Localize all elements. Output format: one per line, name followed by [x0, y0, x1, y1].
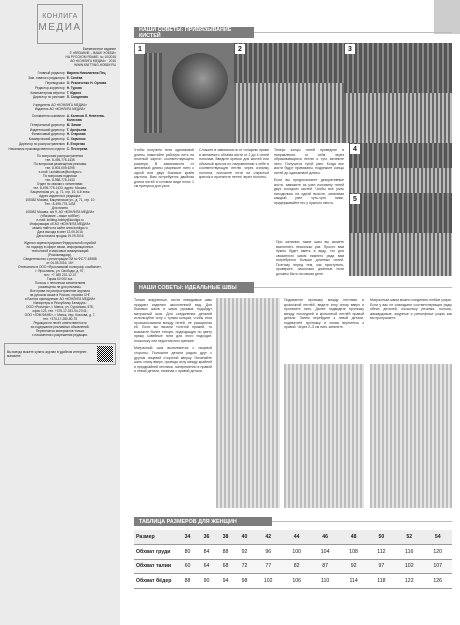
contact-line: По вопросам распространения — [37, 154, 83, 159]
staff-name: Л. Солдатова — [66, 95, 88, 100]
section-rule — [272, 521, 452, 522]
legal-line: по надзору в сфере связи, информационных — [26, 245, 94, 250]
measure-value: 112 — [368, 545, 395, 560]
fringe — [234, 83, 344, 143]
contact-line: Адрес издателя и редакции: — [39, 194, 81, 199]
measure-value: 106 — [282, 574, 310, 589]
logo-box — [37, 4, 83, 44]
photo-5 — [349, 193, 452, 276]
photo-number: 4 — [350, 144, 360, 154]
legal-line: с письменного разрешения редакции. — [31, 333, 89, 338]
measure-label: Обхват талии — [134, 559, 178, 574]
measure-value: 88 — [216, 545, 235, 560]
measure-value: 87 — [311, 559, 339, 574]
measure-value: 92 — [339, 559, 367, 574]
legal-line: от 04.05.2016. 16+ — [46, 261, 74, 266]
management-name: Е. Егоренко — [66, 141, 86, 146]
measure-value: 88 — [178, 574, 197, 589]
legal-line: ООО «ГОМ ФАНБ», г. Минск, пер. Козлова, д. 7, — [24, 313, 96, 318]
size-cell: 52 — [395, 530, 423, 545]
measure-value: 92 — [235, 545, 254, 560]
size-header-label: Размер — [134, 530, 178, 545]
staff-role: Переводчики — [45, 80, 65, 85]
size-cell: 44 — [282, 530, 310, 545]
contact-line: можно найти на сайте www.konliga.ru — [32, 226, 88, 231]
legal-line: офис 123, тел. +375-17-331-94-27/41; — [32, 309, 88, 314]
text-column — [134, 298, 212, 508]
imprint-header — [4, 47, 116, 67]
measure-value: 77 — [254, 559, 282, 574]
management-row — [4, 114, 116, 123]
imprint-line: АО «КОНЛИГА МЕДИА» · 2016 — [70, 59, 116, 63]
contact-line: e-mail: i.soldatova@konliga.ru — [38, 170, 82, 175]
management-row — [4, 146, 116, 151]
text-column — [284, 298, 364, 360]
text-column — [134, 148, 194, 278]
contact-line: («Вязание – ваше хобби») — [40, 214, 80, 219]
knit-strip — [144, 53, 162, 133]
measure-value: 96 — [254, 545, 282, 560]
measure-value: 114 — [339, 574, 367, 589]
measure-value: 80 — [178, 545, 197, 560]
contact-line: e-mail: knitting-hobby@konliga.ru — [36, 218, 84, 223]
photo-number: 3 — [345, 44, 355, 54]
imprint-line: © «ВЯЗАНИЕ – ВАШЕ ХОББИ» — [69, 51, 116, 55]
contact-line: Отдел по связям с читателями: — [36, 182, 84, 187]
paragraph: Если вы предпочитаете декоративные кисти, завяжите из узел половину нитей двух соседних кистей. Чтобы все узлы находились на одной высоте, затягивая каждый узел чуть-чуть ниже, придерживайте его у нужного места. — [274, 178, 344, 206]
legal-line: технологий и массовых коммуникаций — [31, 249, 89, 254]
legal-block — [4, 241, 116, 337]
photo-number: 2 — [235, 44, 245, 54]
legal-line: Отпечатано в ООО «Ярославский полиграф. комбинат», — [18, 265, 102, 270]
qr-code-icon[interactable] — [97, 346, 113, 362]
legal-line: на русском языке в России, странах СНГ — [29, 293, 91, 298]
staff-role: Компьютерная вёрстка — [30, 90, 65, 95]
contact-line: По вопросам размещения рекламы — [33, 162, 87, 167]
size-cell: 42 — [254, 530, 282, 545]
size-table-title: ТАБЛИЦА РАЗМЕРОВ ДЛЯ ЖЕНЩИН — [134, 517, 272, 526]
legal-line: за содержание рекламных объявлений. — [30, 325, 90, 330]
photo-4 — [349, 143, 452, 193]
contact-line: Бакунинская ул., д. 71, стр. 10, 6-й этаж — [30, 190, 90, 195]
legal-line: тел. +375-17-280-80-75 — [42, 317, 78, 322]
management-name: С. Пестерева — [66, 146, 88, 151]
legal-line: г. Ярославль, ул. Свободы, д. 97, — [35, 269, 85, 274]
photo-1 — [134, 43, 234, 143]
legal-line: Полосы с неполным заполнением — [34, 281, 86, 286]
text-column — [276, 240, 344, 278]
measure-value: 102 — [254, 574, 282, 589]
paragraph: Теперь концы нитей проведите в направлении от себя через образовавшуюся петлю и туго затяните нити. Получится тугой узел. Когда все кисти будут привязаны, подрежьте концы нитей до одинаковой длины. — [274, 148, 344, 175]
photo-2 — [234, 43, 344, 143]
staff-role: Главный редактор — [37, 71, 65, 76]
size-header-row — [134, 530, 452, 545]
staff-name: О. Резниченко Н. Орлова — [66, 80, 107, 85]
measure-value: 110 — [311, 574, 339, 589]
staff-name: Марина Николаевна Пец — [66, 71, 106, 76]
contacts-block — [4, 154, 116, 238]
imprint-line: НА РУССКОМ ЯЗЫКЕ. № 10/2016 — [65, 55, 116, 59]
staff-table — [4, 71, 116, 100]
size-cell: 34 — [178, 530, 197, 545]
size-row — [134, 545, 452, 560]
management-role: Генеральный директор — [30, 122, 65, 127]
measure-value: 100 — [282, 545, 310, 560]
management-name: С. Харченко — [66, 137, 86, 142]
legal-line: Перепечатка материалов только — [35, 329, 85, 334]
contact-line: Дата выхода в свет 13.09.2016 — [37, 230, 83, 235]
management-role: Финансовый директор — [31, 132, 65, 137]
staff-role: Директор по рекламе — [32, 95, 65, 100]
legal-line: размещены не для рекламы. — [38, 285, 82, 290]
management-table — [4, 114, 116, 151]
paragraph: Подхватите протяжку между петлями и кромочной петлёй, ведите иглу снизу вверх и протяните нить. Далее подведите протяжку между последней и кромочной петлёй правой детали. Затем перейдите к левой детали, подхватите протяжку и снова вернитесь к правой. Через 2–3 см нить затяните. — [284, 298, 364, 330]
measure-value: 72 — [235, 559, 254, 574]
contact-line: тел. 8-495-775-1435 — [45, 158, 75, 163]
management-name: А. Колесов Л. Невтеева-Колесова — [66, 114, 105, 123]
measure-value: 122 — [395, 574, 423, 589]
qr-block[interactable] — [4, 343, 116, 365]
section-header-tassels — [134, 27, 452, 38]
measure-value: 64 — [197, 559, 216, 574]
section-header-seams — [134, 282, 452, 293]
main-content — [126, 0, 460, 625]
photo-number: 1 — [135, 44, 145, 54]
measure-value: 97 — [368, 559, 395, 574]
staff-name: Т. Юдина — [66, 90, 81, 95]
paragraph: Сложите в зависимости от толщины пряжи и желаемого объёма кисти от 2 до 4 нитей пополам. Введите крючок для кистей или обычный крючок по направлению к себе в соответствующую петлю через изнанку полотна, положите нити на открытый крючок и протяните петлю через полотно. — [199, 148, 269, 180]
legal-line: Свидетельство о регистрации ПИ № ФС77-63988 — [23, 257, 97, 262]
fringe — [349, 233, 452, 276]
paragraph: Матрасный шов выполняется с лицевой стороны. Положите детали рядом друг с другом лицевой стороной кверху. Начинайте шить снизу вверх, проводя иглу между крайней и предкрайней петлями, попеременно в правой и левой детали, начиная с правой детали. — [134, 346, 212, 374]
founder-block — [4, 103, 116, 111]
measure-value: 82 — [282, 559, 310, 574]
size-row — [134, 574, 452, 589]
management-name: Н. Старкова — [66, 132, 86, 137]
size-cell: 38 — [216, 530, 235, 545]
legal-line: Журнал зарегистрирован Федеральной службой — [23, 241, 97, 246]
legal-line: Редакция не несёт ответственности — [33, 321, 87, 326]
legal-line: и Балтии принадлежат АО «КОНЛИГА МЕДИА» — [24, 297, 96, 302]
fringe — [344, 93, 452, 143]
measure-value: 60 — [178, 559, 197, 574]
paragraph: Матрасным швом можно соединять любые узоры. Если у вас не совпадают соответствующие ряды обеих деталей, поскольку резинка, полосы, жаккардовые, ажурные и рельефные узоры как вы пропускаете. — [370, 298, 452, 321]
contact-line: Для писем: — [51, 206, 69, 211]
contact-line: Информация об АО «КОНЛИГА МЕДИА» — [29, 222, 91, 227]
section-rule — [254, 287, 452, 288]
measure-value: 102 — [395, 559, 423, 574]
measure-value: 108 — [339, 545, 367, 560]
measure-value: 98 — [235, 574, 254, 589]
text-column — [199, 148, 269, 278]
size-cell: 48 — [339, 530, 367, 545]
measure-value: 120 — [423, 545, 452, 560]
seam-illustration-2 — [284, 364, 364, 508]
contact-line: По вопросам подписки — [43, 174, 77, 179]
legal-line: Все права на распространение журнала — [30, 289, 90, 294]
contact-line: Тел.: 8-495-775-1433 — [44, 202, 76, 207]
paragraph: Только аккуратные, почти невидимые швы придают изделию законченный вид. Для боковых швов и швов рукавов подойдут матрасный шов. Для соединения деталей используйте иглу с тупым концом, чтобы игла проскальзывала между нитей, не расщепляя её. Если вы вязали толстой пряжей, то возьмите более тонкую, подходящую по цвету пряжу. Швейные нити для этого подходят, поскольку они недостаточно крепкие. — [134, 298, 212, 343]
contact-line: тел. 8-903-009-6295 — [45, 166, 75, 171]
measure-value: 84 — [197, 545, 216, 560]
imprint-line: Ежемесячное издание — [82, 47, 116, 51]
qr-text: Вы всегда можете купить журнал в удобном интернет-магазине — [7, 350, 88, 359]
yarn-ball-icon — [172, 53, 228, 109]
staff-row — [4, 95, 116, 100]
size-row — [134, 559, 452, 574]
staff-role: Редактор-корректор — [35, 85, 65, 90]
fringe — [349, 168, 452, 193]
founder-line: Учредитель АО «КОНЛИГА МЕДИА» — [32, 102, 88, 107]
measure-value: 104 — [311, 545, 339, 560]
section-rule — [254, 32, 452, 33]
size-cell: 46 — [311, 530, 339, 545]
contact-line: тел. 8-495-775-1433, адрес: Москва, — [33, 186, 87, 191]
seam-illustration-1 — [216, 298, 280, 508]
contact-line: 105082 Москва, Бакунинская ул., д. 71, стр. 10 — [25, 198, 95, 203]
size-table — [134, 530, 452, 589]
legal-line: Тираж 60 000 экз. — [46, 277, 74, 282]
measure-value: 116 — [395, 545, 423, 560]
legal-line: (Роскомнадзор). — [47, 253, 73, 258]
section-title: НАШИ СОВЕТЫ: ПРИВЯЗЫВАНИЕ КИСТЕЙ — [134, 27, 254, 38]
legal-line: Импортеры в Республику Беларусь: — [33, 301, 87, 306]
staff-name: Е. Синёва — [66, 76, 83, 81]
staff-name: Н. Гурова — [66, 85, 82, 90]
measure-value: 126 — [423, 574, 452, 589]
size-cell: 40 — [235, 530, 254, 545]
contact-line: Дата начала продаж 19.09.2016 — [36, 234, 84, 239]
management-role: Директор по распространению — [19, 141, 65, 146]
contact-line: 105082 Москва, а/я 9, АО «КОНЛИГА МЕДИА» — [25, 210, 95, 215]
paragraph: Чтобы получить нити одинаковой длины, намотайте рабочую нить на плотный картон соответствующего размера. В зависимости от желаемой длины разрежьте нити с одной или двух боковых краёв картона. Вам потребуется двойная длина нитей в готовом виде плюс 1 см припуска для узла. — [134, 148, 194, 189]
photo-number: 5 — [350, 194, 360, 204]
measure-value: 90 — [197, 574, 216, 589]
size-cell: 54 — [423, 530, 452, 545]
imprint-sidebar — [0, 0, 120, 625]
legal-line: ООО «Росчерк», г. Минск, ул. Сурганова, 57Б, — [26, 305, 94, 310]
legal-line: тел.: +7 485 232-12-07 — [43, 273, 77, 278]
measure-label: Обхват бёдер — [134, 574, 178, 589]
size-cell: 50 — [368, 530, 395, 545]
photo-3 — [344, 43, 452, 143]
paragraph: При желании такие швы вы можете выполнять несколько раз. Просто вам нужно будет иметь в виду, что для связанного швом нижнего ряда вам потребуется больше длинных нитей. Поэтому перед тем, как приступить, проверьте, насколько длинные нити должны быть на самом деле. — [276, 240, 344, 276]
imprint-line: WWW.KNITTING-HOBBY.RU — [74, 63, 116, 67]
measure-value: 107 — [423, 559, 452, 574]
size-table-header — [134, 517, 452, 526]
publisher-line: Издатель АО «КОНЛИГА МЕДИА» — [34, 106, 86, 111]
measure-value: 68 — [216, 559, 235, 574]
text-column — [370, 298, 452, 360]
management-role: Издательский директор — [29, 127, 65, 132]
size-cell: 36 — [197, 530, 216, 545]
section-title: НАШИ СОВЕТЫ: ИДЕАЛЬНЫЕ ШВЫ — [134, 282, 254, 293]
measure-value: 118 — [368, 574, 395, 589]
logo — [4, 4, 116, 44]
logo-line2: МЕДИА — [38, 22, 82, 34]
measure-value: 94 — [216, 574, 235, 589]
management-role: Основатели компании — [31, 114, 65, 119]
management-name: Т. Арефьева — [66, 127, 87, 132]
contact-line: тел. 8-958-775-1433 — [45, 178, 75, 183]
management-role: Начальник производственного отдела — [8, 146, 65, 151]
management-role: Коммерческий директор — [28, 137, 65, 142]
management-name: М. Зимин — [66, 122, 82, 127]
measure-label: Обхват груди — [134, 545, 178, 560]
logo-line1: КОНЛИГА — [42, 13, 78, 21]
seam-illustration-3 — [370, 364, 452, 508]
staff-role: Зам. главного редактора — [28, 76, 65, 81]
